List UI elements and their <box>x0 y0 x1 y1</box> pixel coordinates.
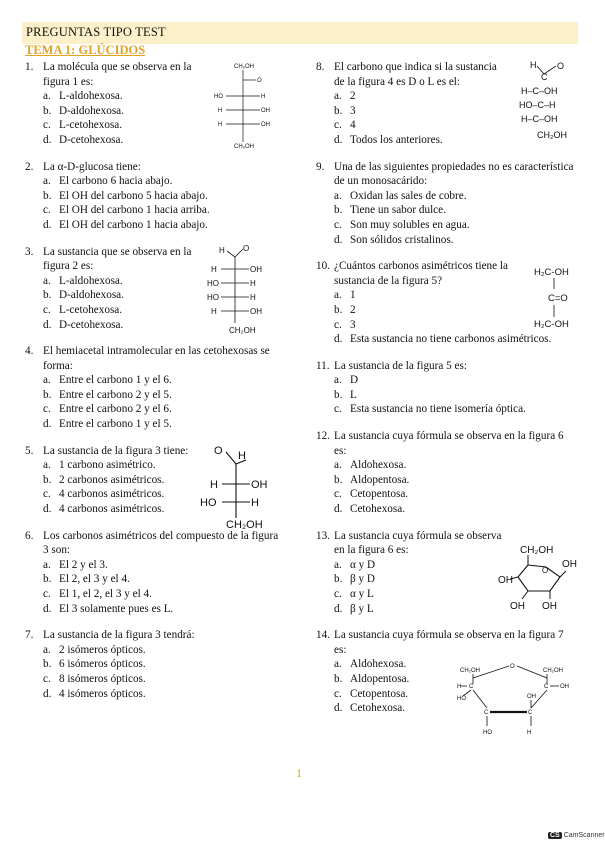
option-letter: c. <box>334 119 342 132</box>
svg-text:HO: HO <box>207 279 219 288</box>
option-letter: d. <box>43 218 52 231</box>
question-statement: La sustancia de la figura 3 tiene: <box>43 444 189 457</box>
answer-option[interactable] <box>316 458 576 473</box>
answer-option[interactable] <box>316 233 576 248</box>
option-letter: d. <box>43 418 52 431</box>
option-letter: b. <box>43 658 52 671</box>
option-text: D-cetohexosa. <box>59 318 124 331</box>
svg-text:H₂C-OH: H₂C-OH <box>534 319 569 330</box>
option-letter: a. <box>43 643 51 656</box>
option-text: Entre el carbono 2 y el 6. <box>59 403 172 416</box>
option-letter: a. <box>43 175 51 188</box>
answer-option[interactable] <box>316 502 576 517</box>
option-text: El 2, el 3 y el 4. <box>59 573 130 586</box>
option-text: El OH del carbono 1 hacia arriba. <box>59 204 210 217</box>
answer-option[interactable] <box>316 203 576 218</box>
svg-text:OH: OH <box>261 122 270 128</box>
option-letter: b. <box>43 473 52 486</box>
option-text: α y L <box>350 588 374 600</box>
question-statement: La α-D-glucosa tiene: <box>43 160 141 173</box>
question-number: 14. <box>316 629 330 642</box>
question-text <box>316 259 509 288</box>
question-number: 1. <box>25 61 34 73</box>
svg-text:O: O <box>557 61 565 71</box>
svg-text:OH: OH <box>527 694 536 700</box>
svg-text:OH: OH <box>498 575 513 586</box>
answer-option[interactable] <box>316 373 576 388</box>
svg-text:CH₂OH: CH₂OH <box>226 519 263 531</box>
option-text: 1 carbono asimétrico. <box>59 459 156 472</box>
option-letter: b. <box>334 473 343 486</box>
option-text: Oxidan las sales de cobre. <box>350 189 467 202</box>
svg-text:CH₂OH: CH₂OH <box>543 668 563 674</box>
option-text: 2 <box>350 90 356 103</box>
answer-option[interactable] <box>316 487 576 502</box>
figure-5 <box>532 265 580 333</box>
question-number: 5. <box>25 444 34 457</box>
option-letter: d. <box>334 133 343 146</box>
svg-text:H: H <box>250 279 256 288</box>
svg-text:H₂C-OH: H₂C-OH <box>534 267 569 278</box>
svg-text:O: O <box>214 445 223 457</box>
option-text: Esta sustancia no tiene isomería óptica. <box>350 403 526 416</box>
option-letter: a. <box>334 459 342 472</box>
option-letter: b. <box>43 289 52 302</box>
answer-option[interactable] <box>25 189 285 204</box>
answer-option[interactable] <box>316 402 576 417</box>
figure-7 <box>455 660 575 740</box>
option-letter: a. <box>43 274 51 287</box>
svg-text:C: C <box>528 710 533 716</box>
question-statement: El carbono que indica si la sustancia de la figura 4 es D o L es el: <box>334 61 497 88</box>
question-statement: La sustancia cuya fórmula se observa en la figura 6 es: <box>334 430 564 457</box>
svg-text:C=O: C=O <box>548 293 568 304</box>
question-text <box>25 444 218 459</box>
question-statement: Una de las siguientes propiedades no es característica de un monosacárido: <box>334 160 574 188</box>
svg-text:H–C–OH: H–C–OH <box>521 114 558 124</box>
option-letter: a. <box>43 374 51 387</box>
option-text: Tiene un sabor dulce. <box>350 204 446 217</box>
svg-text:HO: HO <box>457 696 466 702</box>
option-letter: d. <box>43 687 52 700</box>
option-text: El OH del carbono 1 hacia abajo. <box>59 218 208 231</box>
answer-option[interactable] <box>25 572 285 587</box>
question-number: 9. <box>316 160 325 173</box>
svg-text:C: C <box>469 684 474 690</box>
option-text: 6 isómeros ópticos. <box>59 658 146 671</box>
svg-text:OH: OH <box>560 684 569 690</box>
option-text: El OH del carbono 5 hacia abajo. <box>59 189 208 202</box>
svg-text:CH₂OH: CH₂OH <box>229 326 256 335</box>
question-statement: La molécula que se observa en la figura 1 es: <box>43 61 192 88</box>
question-text <box>25 628 285 643</box>
question-number: 4. <box>25 345 34 358</box>
question-7 <box>25 628 285 701</box>
question-12 <box>316 429 576 517</box>
answer-option[interactable] <box>25 417 285 432</box>
svg-text:OH: OH <box>250 265 262 274</box>
svg-text:OH: OH <box>251 479 268 491</box>
question-text <box>25 60 218 89</box>
question-text <box>316 60 509 89</box>
option-letter: c. <box>334 218 342 231</box>
question-number: 10. <box>316 260 330 273</box>
topic-heading: TEMA 1: GLÚCIDOS <box>25 43 146 57</box>
question-4 <box>25 344 285 432</box>
option-letter: d. <box>334 503 343 516</box>
answer-option[interactable] <box>25 558 285 573</box>
question-text <box>316 359 576 374</box>
svg-text:O: O <box>542 566 549 575</box>
question-text <box>316 160 576 189</box>
question-statement: La sustancia de la figura 3 tendrá: <box>43 629 195 642</box>
question-text <box>25 344 285 373</box>
option-letter: c. <box>43 488 51 501</box>
figure-1 <box>210 60 270 150</box>
option-letter: c. <box>43 204 51 217</box>
option-letter: c. <box>334 318 342 331</box>
question-9 <box>316 160 576 248</box>
question-number: 8. <box>316 61 325 73</box>
svg-text:OH: OH <box>261 108 270 114</box>
option-text: 2 isómeros ópticos. <box>59 643 146 656</box>
option-text: 4 isómeros ópticos. <box>59 687 146 700</box>
svg-text:CH₂OH: CH₂OH <box>520 545 554 556</box>
figure-3 <box>198 446 278 532</box>
question-statement: La sustancia cuya fórmula se observa en la figura 7 es: <box>334 629 564 656</box>
question-number: 13. <box>316 529 330 542</box>
svg-text:O: O <box>243 244 250 253</box>
svg-text:OH: OH <box>562 559 577 570</box>
option-text: L-aldohexosa. <box>59 274 123 287</box>
answer-option[interactable] <box>316 218 576 233</box>
answer-option[interactable] <box>25 587 285 602</box>
option-letter: d. <box>43 503 52 516</box>
option-text: Son muy solubles en agua. <box>350 218 470 231</box>
question-statement: La sustancia que se observa en la figura 2 es: <box>43 245 192 273</box>
figure-6 <box>498 543 580 613</box>
option-text: Esta sustancia no tiene carbonos asimétricos. <box>350 333 552 346</box>
option-letter: c. <box>334 488 342 501</box>
option-letter: a. <box>334 558 342 571</box>
option-letter: c. <box>334 588 342 600</box>
svg-text:H: H <box>218 122 223 128</box>
option-letter: b. <box>43 573 52 586</box>
option-text: Son sólidos cristalinos. <box>350 233 454 246</box>
option-text: Cetohexosa. <box>350 503 405 516</box>
question-statement: La sustancia de la figura 5 es: <box>334 359 467 372</box>
option-letter: d. <box>43 602 52 615</box>
option-text: 4 carbonos asimétricos. <box>59 503 165 516</box>
option-letter: d. <box>43 133 52 146</box>
answer-option[interactable] <box>316 189 576 204</box>
option-text: L-cetohexosa. <box>59 119 123 132</box>
option-letter: a. <box>334 374 342 387</box>
option-text: El 1, el 2, el 3 y el 4. <box>59 588 152 600</box>
question-number: 6. <box>25 529 34 542</box>
option-text: Cetohexosa. <box>350 702 405 715</box>
svg-text:H: H <box>238 450 246 462</box>
option-text: 4 carbonos asimétricos. <box>59 488 165 501</box>
svg-text:H: H <box>219 246 225 255</box>
option-text: Entre el carbono 1 y el 6. <box>59 374 172 387</box>
svg-text:C: C <box>484 710 489 716</box>
svg-text:CH₂OH: CH₂OH <box>234 144 254 150</box>
option-text: 2 <box>350 303 356 316</box>
option-letter: d. <box>334 702 343 715</box>
question-6 <box>25 529 285 617</box>
option-letter: b. <box>334 388 343 401</box>
svg-text:H–C–OH: H–C–OH <box>521 86 558 96</box>
question-number: 2. <box>25 160 34 173</box>
svg-text:HO: HO <box>214 94 223 100</box>
svg-text:OH: OH <box>510 601 525 612</box>
option-text: 3 <box>350 104 356 117</box>
option-letter: a. <box>43 90 51 103</box>
option-text: Aldopentosa. <box>350 473 410 486</box>
option-letter: a. <box>43 558 51 571</box>
option-text: L-cetohexosa. <box>59 303 123 316</box>
option-text: Entre el carbono 2 y el 5. <box>59 388 172 401</box>
option-letter: b. <box>334 573 343 586</box>
option-text: Cetopentosa. <box>350 488 409 501</box>
option-text: β y L <box>350 602 374 615</box>
option-letter: a. <box>334 90 342 103</box>
question-number: 3. <box>25 245 34 258</box>
option-letter: c. <box>43 403 51 416</box>
page-title: PREGUNTAS TIPO TEST <box>26 25 166 39</box>
question-number: 12. <box>316 430 330 443</box>
option-text: Entre el carbono 1 y el 5. <box>59 418 172 431</box>
option-text: D-cetohexosa. <box>59 133 124 146</box>
option-text: El 2 y el 3. <box>59 558 108 571</box>
option-letter: a. <box>334 658 342 671</box>
option-text: L-aldohexosa. <box>59 90 123 103</box>
answer-option[interactable] <box>25 174 285 189</box>
answer-option[interactable] <box>25 402 285 417</box>
option-text: α y D <box>350 558 376 571</box>
option-text: D <box>350 374 359 387</box>
question-statement: ¿Cuántos carbonos asimétricos tiene la sustancia de la figura 5? <box>334 260 508 287</box>
svg-text:C: C <box>544 684 549 690</box>
svg-text:OH: OH <box>542 601 557 612</box>
answer-option[interactable] <box>316 388 576 403</box>
option-letter: b. <box>334 104 343 117</box>
page-number: 1 <box>296 766 302 780</box>
svg-text:OH: OH <box>250 307 262 316</box>
answer-option[interactable] <box>25 388 285 403</box>
answer-option[interactable] <box>25 203 285 218</box>
question-2 <box>25 160 285 233</box>
question-text <box>316 529 509 558</box>
option-letter: b. <box>334 672 343 685</box>
svg-text:HO: HO <box>483 730 492 736</box>
option-letter: c. <box>43 588 51 600</box>
svg-text:H: H <box>261 94 266 100</box>
option-text: D-aldohexosa. <box>59 104 124 117</box>
option-text: 3 <box>350 318 356 331</box>
figure-4 <box>520 58 580 146</box>
option-letter: a. <box>334 289 342 302</box>
svg-text:H: H <box>530 60 537 70</box>
svg-text:HO–C–H: HO–C–H <box>519 100 556 110</box>
svg-text:H: H <box>210 479 218 491</box>
question-text <box>25 529 285 558</box>
option-letter: a. <box>334 189 342 202</box>
svg-text:CH₂OH: CH₂OH <box>537 130 567 140</box>
answer-option[interactable] <box>316 332 576 347</box>
question-statement: La sustancia cuya fórmula se observa en la figura 6 es: <box>334 529 502 557</box>
answer-option[interactable] <box>25 687 285 702</box>
option-text: Aldohexosa. <box>350 658 407 671</box>
right-column <box>316 60 576 728</box>
option-text: Cetopentosa. <box>350 687 409 700</box>
question-statement: El hemiacetal intramolecular en las cetohexosas se forma: <box>43 345 270 372</box>
question-number: 7. <box>25 629 34 642</box>
question-number: 11. <box>316 359 330 372</box>
answer-option[interactable] <box>316 473 576 488</box>
option-letter: d. <box>43 318 52 331</box>
option-letter: b. <box>43 388 52 401</box>
option-text: D-aldohexosa. <box>59 289 124 302</box>
answer-option[interactable] <box>25 373 285 388</box>
option-letter: b. <box>43 189 52 202</box>
svg-text:HO: HO <box>207 293 219 302</box>
option-letter: b. <box>334 204 343 217</box>
option-text: L <box>350 388 357 401</box>
svg-text:C: C <box>541 72 548 82</box>
svg-text:H: H <box>211 307 217 316</box>
svg-text:H: H <box>218 108 223 114</box>
option-text: 2 carbonos asimétricos. <box>59 473 165 486</box>
answer-option[interactable] <box>25 643 285 658</box>
svg-text:CH₂OH: CH₂OH <box>234 64 254 70</box>
svg-text:H: H <box>457 684 462 690</box>
option-letter: c. <box>334 403 342 416</box>
left-column <box>25 60 285 713</box>
svg-text:CH₂OH: CH₂OH <box>460 668 480 674</box>
option-text: El carbono 6 hacia abajo. <box>59 175 173 188</box>
option-letter: d. <box>334 602 343 615</box>
question-11 <box>316 359 576 417</box>
option-text: 4 <box>350 119 356 132</box>
svg-text:O: O <box>257 78 262 84</box>
option-text: Aldohexosa. <box>350 459 407 472</box>
camscanner-watermark: CS CamScanner <box>550 832 605 839</box>
svg-text:H: H <box>250 293 256 302</box>
option-letter: a. <box>43 459 51 472</box>
option-text: Aldopentosa. <box>350 672 410 685</box>
header-bar <box>22 22 578 44</box>
question-statement: Los carbonos asimétricos del compuesto de la figura 3 son: <box>43 529 279 557</box>
option-text: β y D <box>350 573 375 586</box>
svg-text:O: O <box>510 664 515 670</box>
svg-text:H: H <box>211 265 217 274</box>
question-text <box>25 245 218 274</box>
figure-2 <box>205 243 275 338</box>
option-letter: c. <box>334 687 342 700</box>
option-letter: c. <box>43 119 51 132</box>
option-letter: d. <box>334 333 343 346</box>
answer-option[interactable] <box>25 672 285 687</box>
answer-option[interactable] <box>25 657 285 672</box>
option-text: El 3 solamente pues es L. <box>59 602 174 615</box>
option-letter: c. <box>43 672 51 685</box>
option-letter: d. <box>334 233 343 246</box>
option-text: Todos los anteriores. <box>350 133 443 146</box>
answer-option[interactable] <box>25 602 285 617</box>
option-letter: b. <box>43 104 52 117</box>
option-letter: b. <box>334 303 343 316</box>
option-text: 8 isómeros ópticos. <box>59 672 146 685</box>
question-text <box>25 160 285 175</box>
question-text <box>316 628 576 657</box>
option-text: 1 <box>350 289 356 302</box>
svg-text:H: H <box>527 730 532 736</box>
option-letter: c. <box>43 303 51 316</box>
svg-text:H: H <box>251 497 259 509</box>
svg-text:HO: HO <box>200 497 217 509</box>
answer-option[interactable] <box>25 218 285 233</box>
question-text <box>316 429 576 458</box>
